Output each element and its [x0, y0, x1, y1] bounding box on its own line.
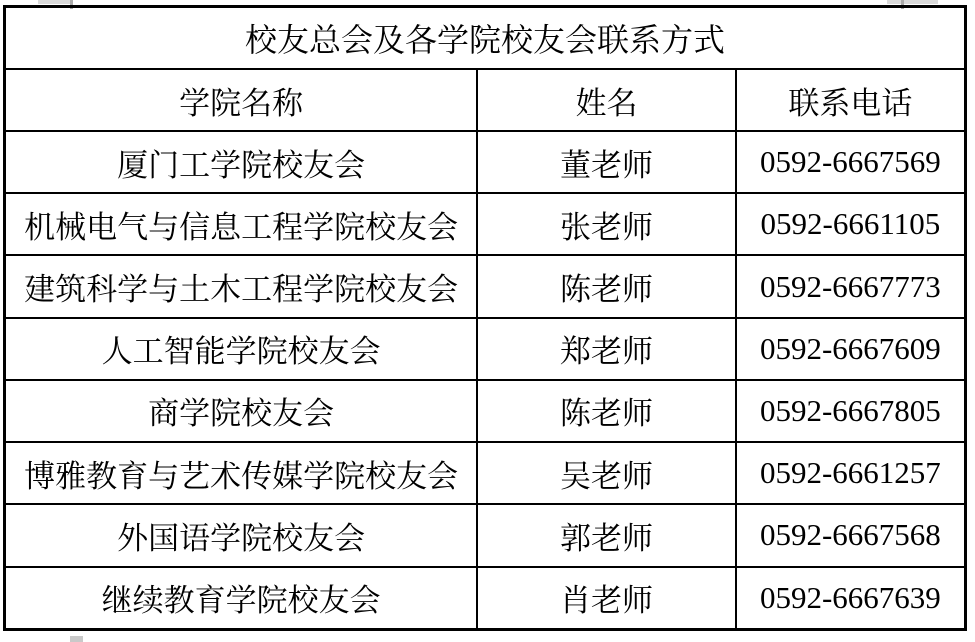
phone-cell: 0592-6667569 [736, 131, 966, 193]
name-cell: 郭老师 [477, 504, 736, 566]
table-row [5, 442, 966, 504]
college-cell: 建筑科学与土木工程学院校友会 [5, 255, 478, 317]
college-cell: 厦门工学院校友会 [5, 131, 478, 193]
title-row [5, 7, 966, 70]
scrollbar-artifact-top-right [887, 0, 938, 4]
table-row [5, 131, 966, 193]
college-cell: 机械电气与信息工程学院校友会 [5, 193, 478, 255]
table-row [5, 567, 966, 630]
column-header-college: 学院名称 [5, 69, 478, 131]
phone-cell: 0592-6667609 [736, 318, 966, 380]
name-cell: 肖老师 [477, 567, 736, 630]
name-cell: 郑老师 [477, 318, 736, 380]
college-cell: 外国语学院校友会 [5, 504, 478, 566]
contact-table-sheet [3, 5, 967, 631]
scrollbar-artifact-top-left [38, 0, 72, 4]
table-row [5, 504, 966, 566]
college-cell: 继续教育学院校友会 [5, 567, 478, 630]
name-cell: 陈老师 [477, 380, 736, 442]
phone-cell: 0592-6661105 [736, 193, 966, 255]
phone-cell: 0592-6667639 [736, 567, 966, 630]
name-cell: 张老师 [477, 193, 736, 255]
table-row [5, 318, 966, 380]
college-cell: 商学院校友会 [5, 380, 478, 442]
phone-cell: 0592-6667773 [736, 255, 966, 317]
header-row [5, 69, 966, 131]
college-cell: 人工智能学院校友会 [5, 318, 478, 380]
college-cell: 博雅教育与艺术传媒学院校友会 [5, 442, 478, 504]
name-cell: 吴老师 [477, 442, 736, 504]
table-row [5, 255, 966, 317]
name-cell: 董老师 [477, 131, 736, 193]
phone-cell: 0592-6661257 [736, 442, 966, 504]
table-row [5, 380, 966, 442]
column-header-phone: 联系电话 [736, 69, 966, 131]
alumni-contact-table [3, 5, 967, 631]
phone-cell: 0592-6667568 [736, 504, 966, 566]
scrollbar-artifact-bottom [70, 636, 83, 642]
phone-cell: 0592-6667805 [736, 380, 966, 442]
column-header-name: 姓名 [477, 69, 736, 131]
name-cell: 陈老师 [477, 255, 736, 317]
table-title: 校友总会及各学院校友会联系方式 [5, 7, 966, 70]
table-row [5, 193, 966, 255]
